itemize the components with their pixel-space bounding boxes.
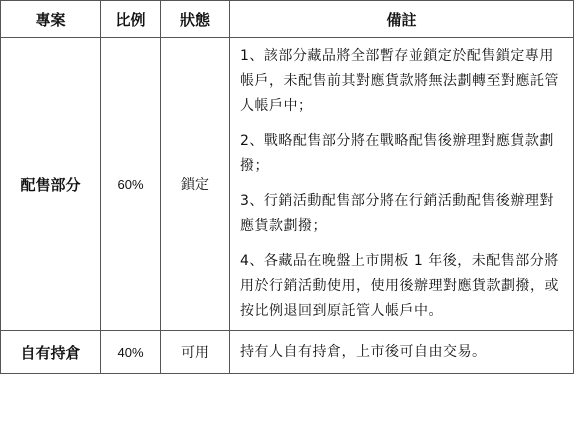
ratio-cell: 40%: [101, 331, 161, 374]
note-1: 持有人自有持倉，上市後可自由交易。: [240, 343, 487, 360]
header-ratio: 比例: [101, 1, 161, 38]
notes-cell: [230, 38, 574, 331]
status-cell: 可用: [161, 331, 230, 374]
note-1: 1、該部分藏品將全部暫存並鎖定於配售鎖定專用帳戶，未配售前其對應貨款將無法劃轉至對應託管人帳戶中；: [240, 48, 559, 114]
status-cell: 鎖定: [161, 38, 230, 331]
header-item: 專案: [1, 1, 101, 38]
ratio-cell: 60%: [101, 38, 161, 331]
header-notes: 備註: [230, 1, 574, 38]
header-row: [1, 1, 574, 38]
table-row: [1, 38, 574, 331]
table-row: [1, 331, 574, 374]
notes-cell: [230, 331, 574, 374]
header-status: 狀態: [161, 1, 230, 38]
item-cell: 配售部分: [1, 38, 101, 331]
note-2: 2、戰略配售部分將在戰略配售後辦理對應貨款劃撥；: [240, 133, 554, 174]
note-4: 4、各藏品在晚盤上市開板 1 年後，未配售部分將用於行銷活動使用，使用後辦理對應貨款劃撥，或按比例退回到原託管人帳戶中。: [240, 253, 559, 319]
item-cell: 自有持倉: [1, 331, 101, 374]
note-3: 3、行銷活動配售部分將在行銷活動配售後辦理對應貨款劃撥；: [240, 193, 554, 234]
